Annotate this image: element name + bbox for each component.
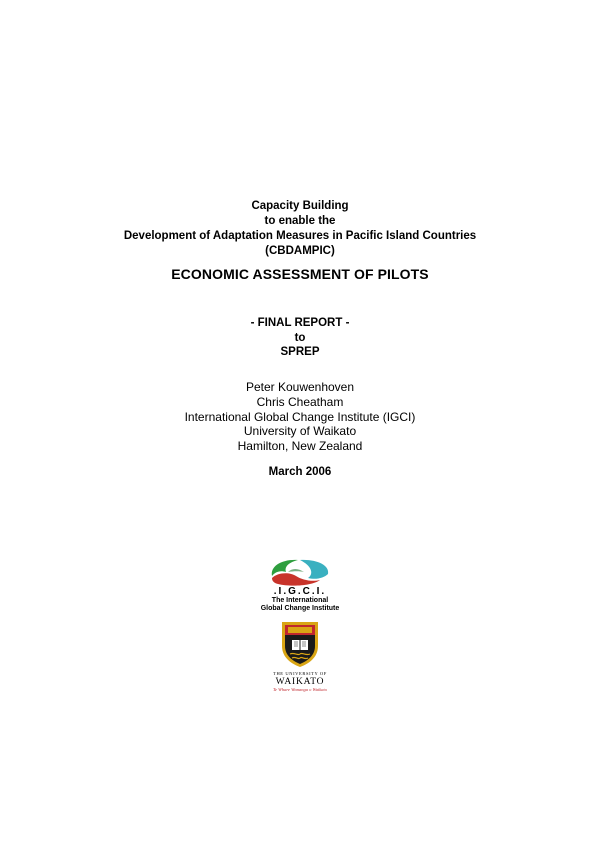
waikato-crest-icon [280, 620, 320, 668]
project-line-1: Capacity Building [251, 200, 349, 212]
waikato-motto: Te Whare Wananga o Waikato [272, 687, 328, 692]
igci-abbreviation: .I.G.C.I. [273, 586, 327, 597]
authors-block [0, 380, 600, 454]
author-2: Chris Cheatham [256, 394, 344, 409]
report-date: March 2006 [268, 466, 332, 478]
report-type-line-2: to [294, 331, 306, 344]
institute-name: International Global Change Institute (IGCI) [184, 409, 416, 424]
university-name: University of Waikato [243, 424, 357, 439]
waikato-small-text: THE UNIVERSITY OF [273, 671, 327, 676]
project-title-block [0, 199, 600, 259]
igci-name-line-1: The International [271, 597, 329, 604]
author-1: Peter Kouwenhoven [245, 380, 355, 394]
report-type-block [0, 316, 600, 360]
project-line-2: to enable the [264, 215, 336, 227]
igci-name-line-2: Global Change Institute [260, 605, 340, 612]
report-title: ECONOMIC ASSESSMENT OF PILOTS [171, 266, 429, 282]
project-line-3: Development of Adaptation Measures in Pacific Island Countries [123, 230, 477, 242]
project-line-4: (CBDAMPIC) [265, 245, 335, 257]
location: Hamilton, New Zealand [237, 439, 363, 454]
waikato-logo-text [0, 671, 600, 693]
igci-logo-text [0, 586, 600, 613]
report-type-line-1: - FINAL REPORT - [250, 317, 350, 329]
igci-logo-icon [268, 558, 332, 586]
report-type-line-3: SPREP [280, 346, 320, 358]
waikato-name: WAIKATO [275, 677, 325, 687]
